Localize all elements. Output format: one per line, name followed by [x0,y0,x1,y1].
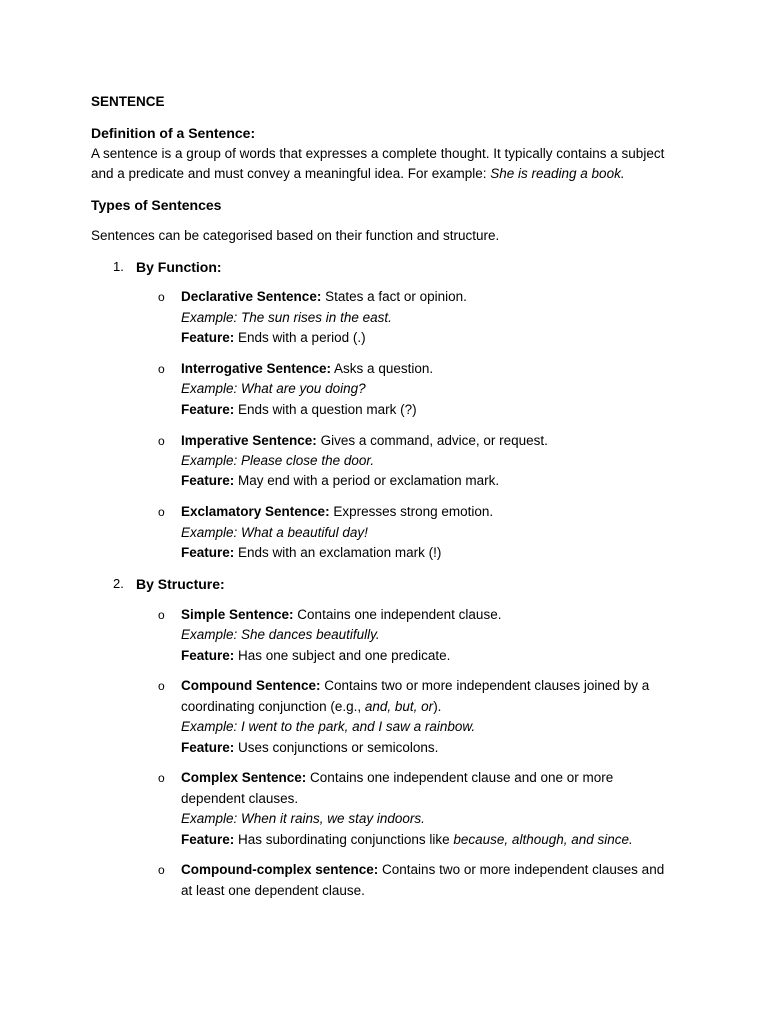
definition-example: She is reading a book. [490,166,625,181]
declarative-feature [181,328,366,348]
exclamatory-line [181,502,493,522]
compound-conjunctions: and, but, or [364,699,434,714]
interrogative-name: Interrogative Sentence: [181,361,332,376]
types-heading: Types of Sentences [91,197,222,213]
compound-desc-2-end: ). [433,699,442,714]
complex-conjunctions: because, although, and since. [453,832,633,847]
interrogative-example: Example: What are you doing? [181,381,366,396]
compound-name: Compound Sentence: [181,678,321,693]
feature-text: Uses conjunctions or semicolons. [234,740,439,755]
complex-feature [181,830,633,850]
interrogative-desc: Asks a question. [331,361,434,376]
definition-line-1: A sentence is a group of words that expresses a complete thought. It typically contains a subject [91,146,665,161]
compound-complex-desc: Contains two or more independent clauses and [378,862,665,877]
exclamatory-desc: Expresses strong emotion. [329,504,494,519]
compound-complex-line-2: at least one dependent clause. [181,883,365,898]
bullet-icon: o [158,863,165,877]
bullet-icon: o [158,362,165,376]
feature-label: Feature: [181,402,235,417]
declarative-example: Example: The sun rises in the east. [181,310,392,325]
feature-text: Ends with an exclamation mark (!) [234,545,442,560]
types-intro: Sentences can be categorised based on their function and structure. [91,228,500,243]
by-structure-heading: By Structure: [136,576,225,592]
bullet-icon: o [158,434,165,448]
bullet-icon: o [158,771,165,785]
declarative-name: Declarative Sentence: [181,289,322,304]
feature-text: Has one subject and one predicate. [234,648,451,663]
exclamatory-feature [181,543,441,563]
simple-line [181,605,501,625]
compound-example: Example: I went to the park, and I saw a rainbow. [181,719,476,734]
definition-line-2 [91,164,625,184]
complex-line [181,768,613,788]
imperative-line [181,431,548,451]
feature-label: Feature: [181,648,235,663]
imperative-example: Example: Please close the door. [181,453,375,468]
feature-text: Has subordinating conjunctions like [234,832,454,847]
imperative-feature [181,471,499,491]
complex-example: Example: When it rains, we stay indoors. [181,811,425,826]
interrogative-line [181,359,433,379]
simple-example: Example: She dances beautifully. [181,627,380,642]
feature-text: Ends with a period (.) [234,330,366,345]
compound-line-2 [181,697,441,717]
compound-feature [181,738,438,758]
complex-line-2: dependent clauses. [181,791,299,806]
feature-label: Feature: [181,545,235,560]
simple-desc: Contains one independent clause. [293,607,502,622]
feature-label: Feature: [181,330,235,345]
interrogative-feature [181,400,417,420]
feature-text: Ends with a question mark (?) [234,402,417,417]
simple-feature [181,646,450,666]
compound-desc: Contains two or more independent clauses joined by a [320,678,650,693]
imperative-desc: Gives a command, advice, or request. [316,433,548,448]
compound-desc-2: coordinating conjunction (e.g., [181,699,365,714]
exclamatory-example: Example: What a beautiful day! [181,525,368,540]
complex-name: Complex Sentence: [181,770,307,785]
feature-label: Feature: [181,473,235,488]
declarative-desc: States a fact or opinion. [321,289,467,304]
feature-label: Feature: [181,740,235,755]
list-number-2: 2. [113,576,124,591]
bullet-icon: o [158,608,165,622]
compound-complex-line [181,860,664,880]
by-function-heading: By Function: [136,259,222,275]
bullet-icon: o [158,505,165,519]
definition-line-2-text: and a predicate and must convey a meaningful idea. For example: [91,166,491,181]
bullet-icon: o [158,679,165,693]
exclamatory-name: Exclamatory Sentence: [181,504,330,519]
complex-desc: Contains one independent clause and one or more [306,770,614,785]
feature-label: Feature: [181,832,235,847]
simple-name: Simple Sentence: [181,607,294,622]
feature-text: May end with a period or exclamation mark. [234,473,500,488]
definition-heading: Definition of a Sentence: [91,125,256,141]
declarative-line [181,287,467,307]
document-title: SENTENCE [91,94,165,109]
bullet-icon: o [158,290,165,304]
compound-line [181,676,649,696]
compound-complex-name: Compound-complex sentence: [181,862,379,877]
list-number-1: 1. [113,259,124,274]
imperative-name: Imperative Sentence: [181,433,317,448]
